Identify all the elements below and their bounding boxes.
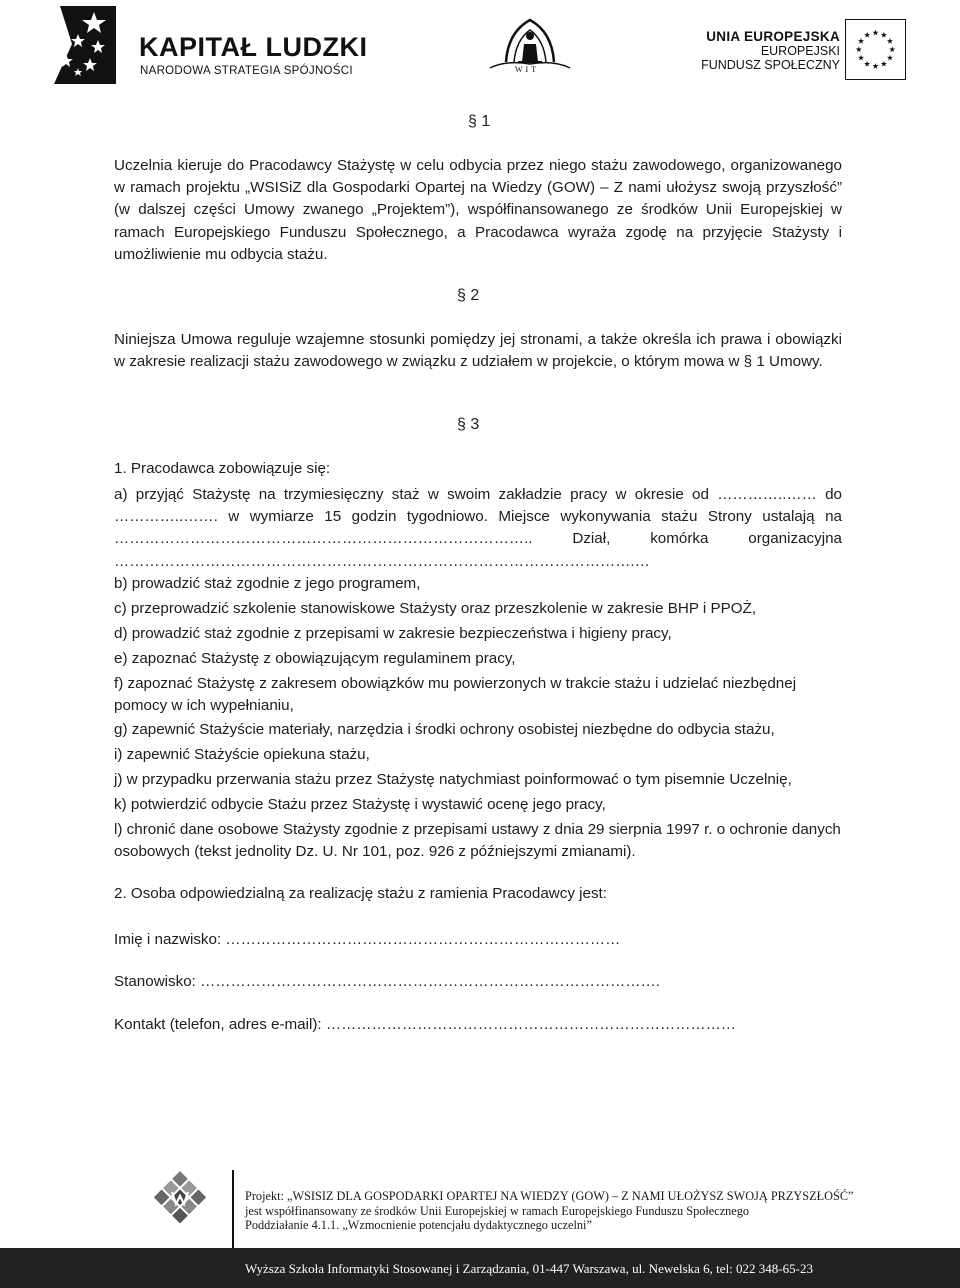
obligation-f: f) zapoznać Stażystę z zakresem obowiązków mu powierzonych w trakcie stażu i udzielać niezbędnej pomocy w ich wypełnianiu, xyxy=(114,675,797,715)
kapital-ludzki-title: KAPITAŁ LUDZKI xyxy=(139,32,368,62)
obligations-intro: 1. Pracodawca zobowiązuje się: xyxy=(114,460,331,477)
eu-star-icon xyxy=(881,32,887,38)
obligation-c: c) przeprowadzić szkolenie stanowiskowe Stażysty oraz przeszkolenie w zakresie BHP i PPOŻ, xyxy=(114,600,757,617)
kapital-ludzki-subtitle: NARODOWA STRATEGIA SPÓJNOŚCI xyxy=(140,65,353,77)
wsisiz-diamond-logo xyxy=(150,1168,210,1228)
position-field: Stanowisko: ………………………………………………………………………………. xyxy=(114,973,660,990)
footer-project-info xyxy=(245,1189,854,1233)
obligation-b: b) prowadzić staż zgodnie z jego programem, xyxy=(114,575,421,592)
footer-project-line-3: Poddziałanie 4.1.1. „Wzmocnienie potencjału dydaktycznego uczelni” xyxy=(245,1218,592,1233)
obligation-a-line-1: a) przyjąć Stażystę na trzymiesięczny staż w swoim zakładzie pracy w okresie od …………..…… do xyxy=(114,486,842,503)
section-2-heading: § 2 xyxy=(457,287,480,304)
obligation-j: j) w przypadku przerwania stażu przez Stażystę natychmiast poinformować o tym pisemnie Uczelnię, xyxy=(114,771,792,788)
eu-star-icon xyxy=(889,46,895,52)
section-1-paragraph: Uczelnia kieruje do Pracodawcy Stażystę w celu odbycia przez niego stażu zawodowego, organizowanego w ramach projektu „WSISiZ dla Gospodarki Opartej na Wiedzy (GOW) – Z nami ułożysz swoją przyszłość” (w dalszej części Umowy zwanego „Projektem”), współfinansowanego ze środków Unii Europejskiej w ramach Europejskiego Funduszu Społecznego, a Pracodawca wyraża zgodę na przyjęcie Stażysty i umożliwienie mu odbycia stażu. xyxy=(114,157,842,263)
kapital-ludzki-logo xyxy=(52,4,118,88)
eu-star-icon xyxy=(881,61,887,67)
eu-star-icon xyxy=(864,61,870,67)
wit-logo-text: WIT xyxy=(515,65,540,74)
footer-project-line-1: Projekt: „WSISIZ DLA GOSPODARKI OPARTEJ NA WIEDZY (GOW) – Z NAMI UŁOŻYSZ SWOJĄ PRZYSZŁOŚĆ” xyxy=(245,1189,854,1203)
contact-field: Kontakt (telefon, adres e-mail): ……………………………………………………………………… xyxy=(114,1016,736,1033)
obligation-a-line-2: …………..……. w wymiarze 15 godzin tygodniowo. Miejsce wykonywania stażu Strony ustalają na xyxy=(114,508,842,526)
section-3-heading: § 3 xyxy=(457,416,480,433)
section-2-paragraph: Niniejsza Umowa reguluje wzajemne stosunki pomiędzy jej stronami, a także określa ich prawa i obowiązki w zakresie realizacji stażu zawodowego w związku z udziałem w projekcie, o którym mowa w § 1 Umowy. xyxy=(114,331,842,371)
obligation-g: g) zapewnić Stażyście materiały, narzędzia i środki ochrony osobistej niezbędne do odbycia stażu, xyxy=(114,721,775,738)
responsible-person-intro: 2. Osoba odpowiedzialną za realizację stażu z ramienia Pracodawcy jest: xyxy=(114,885,608,902)
obligation-e: e) zapoznać Stażystę z obowiązującym regulaminem pracy, xyxy=(114,650,516,667)
eu-fund-line-1: EUROPEJSKI xyxy=(760,44,840,58)
eu-star-icon xyxy=(873,63,879,69)
section-1-heading: § 1 xyxy=(468,113,491,130)
eu-fund-line-2: FUNDUSZ SPOŁECZNY xyxy=(701,58,840,72)
eu-text-block xyxy=(701,30,840,72)
eu-star-icon xyxy=(887,38,893,44)
obligation-a xyxy=(114,484,842,573)
eu-star-icon xyxy=(873,30,879,36)
eu-flag-icon xyxy=(845,19,906,80)
eu-star-icon xyxy=(858,55,864,61)
obligation-d: d) prowadzić staż zgodnie z przepisami w zakresie bezpieczeństwa i higieny pracy, xyxy=(114,625,672,642)
eu-title: UNIA EUROPEJSKA xyxy=(706,29,840,44)
eu-star-icon xyxy=(887,55,893,61)
footer-project-line-2: jest współfinansowany ze środków Unii Europejskiej w ramach Europejskiego Funduszu Społecznego xyxy=(245,1203,750,1218)
name-field: Imię i nazwisko: …………………………………………………………………… xyxy=(114,931,621,948)
obligation-l: l) chronić dane osobowe Stażysty zgodnie z przepisami ustawy z dnia 29 sierpnia 1997 r. o ochronie danych osobowych (tekst jednolity Dz. U. Nr 101, poz. 926 z późniejszymi zmianami). xyxy=(114,821,841,861)
eu-star-icon xyxy=(858,38,864,44)
footer-address: Wyższa Szkoła Informatyki Stosowanej i Zarządzania, 01-447 Warszawa, ul. Newelska 6, tel: 022 348-65-23 xyxy=(245,1261,813,1276)
obligation-k: k) potwierdzić odbycie Stażu przez Stażystę i wystawić ocenę jego pracy, xyxy=(114,796,606,813)
obligation-i: i) zapewnić Stażyście opiekuna stażu, xyxy=(114,746,370,763)
obligation-a-line-4: ………………………………………………………………………………………….… xyxy=(114,552,650,570)
eu-star-icon xyxy=(856,46,862,52)
eu-star-icon xyxy=(864,32,870,38)
page-header xyxy=(0,0,960,95)
obligation-a-line-3: ……………………………………………………………………….. Dział, komórka organizacyjna xyxy=(114,530,842,548)
